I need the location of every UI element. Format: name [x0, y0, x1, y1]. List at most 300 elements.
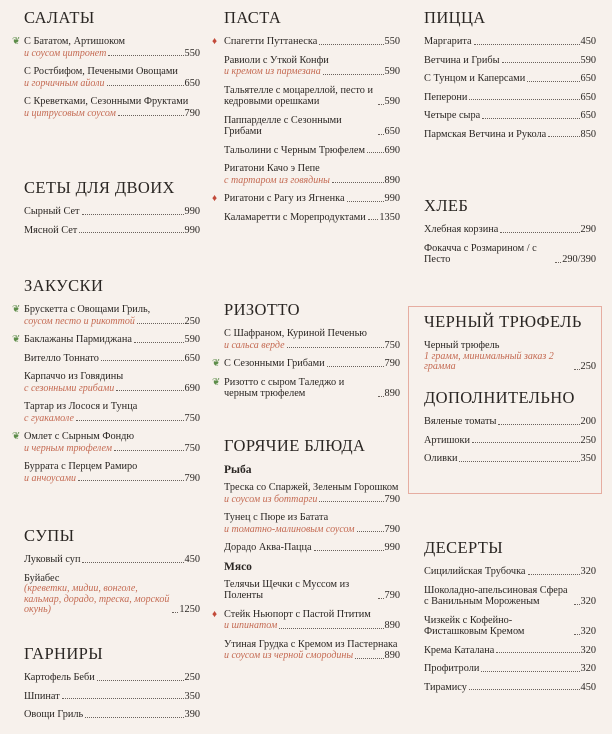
subsection-title: Рыба [224, 464, 252, 476]
menu-item [24, 461, 200, 484]
menu-item-row [24, 96, 200, 108]
dot-leader [555, 262, 561, 263]
menu-item-desc-row [424, 352, 596, 373]
vegetarian-leaf-icon: ❦ [12, 334, 21, 345]
menu-section [410, 312, 596, 380]
section-title: СЕТЫ ДЛЯ ДВОИХ [24, 178, 175, 197]
spicy-chili-icon: ♦ [212, 36, 218, 47]
menu-item [424, 224, 596, 236]
menu-item-name: Карпаччо из Говядины [24, 371, 124, 382]
dot-leader [108, 55, 183, 56]
menu-item-price: 550 [384, 36, 400, 47]
menu-item [424, 566, 596, 578]
dot-leader [279, 628, 383, 629]
menu-item-row [224, 55, 400, 67]
menu-item-price: 390 [184, 709, 200, 720]
menu-item-row [424, 682, 596, 694]
section-title: ГАРНИРЫ [24, 644, 104, 663]
menu-item-name: Хлебная корзина [424, 224, 499, 235]
dot-leader [357, 531, 384, 532]
section-title: ДЕСЕРТЫ [424, 538, 504, 557]
menu-item-row [424, 243, 596, 266]
dot-leader [528, 574, 580, 575]
menu-item [424, 55, 596, 67]
menu-item [24, 225, 200, 237]
dot-leader [78, 480, 184, 481]
menu-item [424, 416, 596, 428]
menu-item-name: Картофель Беби [24, 672, 95, 683]
menu-item [24, 353, 200, 365]
menu-item-row [24, 334, 200, 346]
menu-item-price: 250 [184, 315, 200, 327]
dot-leader [367, 152, 384, 153]
menu-item-name: Оливки [424, 453, 458, 464]
menu-item-price: 350 [184, 690, 200, 702]
dot-leader [574, 369, 580, 370]
menu-item-description: и горчичным айоли [24, 77, 105, 89]
menu-item-row [424, 453, 596, 465]
dot-leader [355, 658, 383, 659]
menu-item-desc-row [224, 66, 400, 78]
menu-item-description: с сезонными грибами [24, 382, 115, 394]
dot-leader [107, 85, 184, 86]
menu-item [24, 401, 200, 424]
menu-item-price: 790 [384, 493, 400, 505]
menu-item-row [24, 206, 200, 218]
vegetarian-leaf-icon: ❦ [212, 376, 221, 388]
menu-item-name: Ригатони Качо э Пепе [224, 163, 320, 174]
section-title: ПАСТА [224, 8, 282, 27]
menu-item-description: с тартаром из говядины [224, 174, 330, 186]
menu-item [224, 639, 400, 662]
menu-item-name: Луковый суп [24, 554, 81, 565]
menu-item-price: 990 [384, 193, 400, 204]
menu-item-description: соусом песто и рикоттой [24, 315, 135, 327]
section-title: ПИЦЦА [424, 8, 486, 27]
menu-item-name: Сицилийская Трубочка [424, 566, 526, 577]
menu-item [24, 691, 200, 703]
menu-item-price: 250 [580, 361, 596, 372]
menu-item-row [424, 340, 596, 352]
menu-item-price: 590 [580, 54, 596, 66]
menu-item [424, 663, 596, 675]
menu-item-description: и сальса верде [224, 339, 285, 351]
menu-item-row [24, 691, 200, 703]
menu-item [24, 709, 200, 721]
menu-item-price: 690 [184, 382, 200, 394]
menu-item-price: 850 [580, 128, 596, 140]
menu-item [424, 453, 596, 465]
menu-item-row [24, 304, 200, 316]
menu-item-name: Спагетти Путтанеска [224, 36, 318, 47]
menu-item-price: 650 [384, 126, 400, 137]
dot-leader [481, 671, 579, 672]
menu-item-name: Телячьи Щечки с Муссом из Поленты [224, 578, 350, 601]
menu-item-price: 550 [184, 47, 200, 59]
menu-item-price: 590 [384, 66, 400, 77]
dot-leader [527, 81, 579, 82]
menu-item [224, 115, 400, 138]
menu-item-row [224, 328, 400, 340]
menu-item-description: и кремом из пармезана [224, 66, 321, 77]
section-title: ГОРЯЧИЕ БЛЮДА [224, 436, 366, 455]
menu-item-row [24, 371, 200, 383]
dot-leader [118, 115, 184, 116]
menu-item [424, 73, 596, 85]
menu-item-description: и черным трюфелем [24, 442, 113, 454]
menu-item-price: 290/390 [562, 254, 596, 265]
menu-item-description: и соусом цитронет [24, 47, 107, 59]
menu-item [224, 163, 400, 186]
menu-item-price: 890 [384, 388, 400, 399]
menu-item [12, 36, 200, 59]
menu-item-name: С Шафраном, Куриной Печенью [224, 328, 367, 339]
menu-item-price: 750 [184, 412, 200, 424]
menu-section [10, 644, 200, 728]
menu-item [424, 615, 596, 638]
dot-leader [472, 442, 579, 443]
menu-item-price: 650 [580, 73, 596, 84]
menu-item-desc-row [224, 650, 400, 662]
menu-item-row [24, 36, 200, 48]
menu-item-price: 350 [580, 453, 596, 464]
menu-item-price: 690 [384, 144, 400, 156]
dot-leader [500, 232, 579, 233]
menu-section [210, 300, 400, 407]
menu-item-row [224, 85, 400, 108]
menu-item-price: 320 [580, 663, 596, 674]
menu-item-row [424, 645, 596, 657]
section-title: РИЗОТТО [224, 300, 300, 319]
menu-item-price: 200 [580, 416, 596, 427]
menu-item-row [424, 129, 596, 141]
menu-item-row [224, 482, 400, 494]
menu-item [12, 304, 200, 327]
menu-item-row [424, 73, 596, 85]
menu-item [24, 96, 200, 119]
menu-item-row [224, 212, 400, 224]
menu-item [424, 585, 596, 608]
menu-item-price: 1350 [379, 211, 400, 223]
menu-item [424, 129, 596, 141]
dot-leader [319, 44, 383, 45]
menu-section [410, 8, 596, 147]
menu-item [24, 554, 200, 566]
menu-item-price: 990 [184, 206, 200, 217]
dot-leader [323, 74, 384, 75]
dot-leader [79, 232, 183, 233]
menu-item-row [224, 145, 400, 157]
menu-item-row [224, 579, 400, 602]
menu-item-price: 320 [580, 596, 596, 607]
dot-leader [319, 501, 383, 502]
menu-item-name: С Ростбифом, Печеными Овощами [24, 66, 178, 77]
menu-item [212, 358, 400, 370]
dot-leader [314, 550, 384, 551]
menu-item [424, 682, 596, 694]
menu-item [24, 206, 200, 218]
menu-section [10, 276, 200, 491]
menu-item [212, 376, 400, 400]
menu-item-row [424, 110, 596, 122]
menu-item-price: 250 [580, 434, 596, 446]
menu-item-name: Брускетта с Овощами Гриль, [24, 304, 151, 315]
section-title: ХЛЕБ [424, 196, 469, 215]
menu-section [210, 8, 400, 230]
dot-leader [498, 424, 579, 425]
dot-leader [82, 214, 184, 215]
menu-item-description: (креветки, мидии, вонголе, кальмар, дорадо, треска, морской окунь) [24, 583, 170, 615]
spicy-chili-icon: ♦ [212, 608, 218, 620]
menu-item-description: и соусом из черной смородины [224, 650, 354, 661]
menu-item-desc-row [224, 175, 400, 187]
menu-item-name: Шпинат [24, 690, 60, 702]
section-title: ЗАКУСКИ [24, 276, 104, 295]
menu-item-name: Чизкейк с Кофейно-Фисташковым Кремом [424, 614, 525, 637]
menu-item-name: Буйабес [24, 572, 60, 584]
menu-item [24, 573, 200, 616]
menu-section [10, 178, 200, 243]
vegetarian-leaf-icon: ❦ [12, 36, 21, 47]
menu-item [424, 110, 596, 122]
dot-leader [114, 450, 183, 451]
menu-item-name: Тирамису [424, 681, 467, 693]
menu-item [224, 579, 400, 602]
menu-item-price: 320 [580, 626, 596, 637]
menu-item-row [224, 115, 400, 138]
dot-leader [287, 347, 384, 348]
menu-item-description: и цитрусовым соусом [24, 107, 116, 119]
menu-item [224, 85, 400, 108]
dot-leader [378, 396, 384, 397]
menu-item-row [24, 461, 200, 473]
menu-item-name: Буррата с Перцем Рамиро [24, 461, 138, 472]
menu-section [10, 526, 200, 623]
menu-item-row [24, 709, 200, 721]
dot-leader [116, 390, 183, 391]
menu-item [224, 542, 400, 554]
menu-item-name: Артишоки [424, 434, 471, 446]
menu-item-name: Треска со Спаржей, Зеленым Горошком [224, 482, 399, 493]
menu-item-price: 750 [184, 442, 200, 454]
dot-leader [574, 604, 580, 605]
menu-item-price: 450 [580, 681, 596, 693]
menu-item-row [24, 672, 200, 684]
menu-item-name: Равиоли с Уткой Конфи [224, 54, 329, 66]
dot-leader [469, 99, 579, 100]
menu-item [424, 340, 596, 373]
menu-item-price: 990 [184, 224, 200, 236]
menu-item-name: Ветчина и Грибы [424, 54, 500, 66]
menu-item [224, 55, 400, 78]
menu-item-desc-row [224, 340, 400, 352]
section-title: ЧЕРНЫЙ ТРЮФЕЛЬ [424, 312, 582, 331]
menu-item-name: Профитроли [424, 663, 480, 674]
menu-item [212, 193, 400, 205]
menu-item [224, 512, 400, 535]
dot-leader [378, 104, 384, 105]
menu-item-price: 790 [384, 523, 400, 535]
dot-leader [97, 680, 184, 681]
menu-item-desc-row [224, 524, 400, 536]
menu-item-name: Мясной Сет [24, 224, 78, 236]
menu-item-name: Омлет с Сырным Фондю [24, 431, 135, 442]
dot-leader [82, 562, 183, 563]
menu-item-row [424, 663, 596, 675]
section-title: САЛАТЫ [24, 8, 95, 27]
menu-item-row [24, 401, 200, 413]
menu-item-row [424, 585, 596, 608]
menu-item [12, 334, 200, 346]
menu-item [24, 371, 200, 394]
menu-item-name: Ризотто с сыром Таледжо и черным трюфелем [224, 376, 345, 399]
menu-item [224, 482, 400, 505]
dot-leader [548, 136, 579, 137]
menu-item-name: Вителло Тоннато [24, 352, 99, 364]
menu-item-name: Стейк Ньюпорт с Пастой Птитим [224, 608, 371, 620]
menu-item-name: Тунец с Пюре из Батата [224, 512, 329, 523]
menu-item-description: 1 грамм, минимальный заказ 2 грамма [424, 350, 554, 372]
menu-item [24, 66, 200, 89]
vegetarian-leaf-icon: ❦ [12, 304, 21, 315]
dot-leader [137, 323, 184, 324]
menu-item [424, 243, 596, 266]
menu-item-desc-row [24, 413, 200, 425]
spicy-chili-icon: ♦ [212, 193, 218, 204]
dot-leader [574, 634, 580, 635]
menu-item-price: 650 [184, 77, 200, 89]
dot-leader [459, 461, 579, 462]
menu-item-name: Дорадо Аква-Пацца [224, 542, 312, 553]
menu-item-row [224, 639, 400, 651]
menu-item-name: Овощи Гриль [24, 709, 84, 720]
menu-item-name: Четыре сыра [424, 110, 481, 121]
dot-leader [378, 598, 384, 599]
menu-item-price: 450 [580, 36, 596, 47]
menu-item-price: 320 [580, 644, 596, 656]
menu-item-price: 750 [384, 339, 400, 351]
menu-item-price: 590 [184, 334, 200, 345]
menu-item-desc-row [24, 584, 200, 616]
dot-leader [327, 366, 384, 367]
menu-item-row [424, 416, 596, 428]
menu-item-name: С Тунцом и Каперсами [424, 73, 526, 84]
menu-item-desc-row [24, 78, 200, 90]
dot-leader [502, 62, 580, 63]
menu-section [410, 196, 596, 273]
menu-item [12, 431, 200, 454]
menu-item-name: Сырный Сет [24, 206, 80, 217]
menu-item-row [424, 615, 596, 638]
menu-item-row [24, 554, 200, 566]
menu-item-row [224, 358, 400, 370]
menu-item [224, 212, 400, 224]
menu-item-description: и томатно-малиновым соусом [224, 523, 355, 535]
menu-item-row [224, 36, 400, 48]
subsection-title: Мясо [224, 560, 252, 573]
menu-section [410, 538, 596, 700]
dot-leader [332, 182, 384, 183]
menu-item-price: 320 [580, 566, 596, 577]
menu-item-row [24, 353, 200, 365]
menu-item-price: 650 [580, 110, 596, 121]
menu-item-row [224, 512, 400, 524]
menu-item-price: 1250 [179, 604, 200, 615]
menu-item-row [224, 542, 400, 554]
menu-item-desc-row [224, 494, 400, 506]
menu-item-row [224, 377, 400, 400]
dot-leader [368, 219, 379, 220]
menu-item-name: С Сезонными Грибами [224, 358, 325, 369]
menu-item-description: и соусом из боттарги [224, 493, 318, 505]
menu-item-price: 790 [384, 358, 400, 369]
menu-item-row [424, 36, 596, 48]
vegetarian-leaf-icon: ❦ [212, 358, 221, 369]
menu-item-name: С Бататом, Артишоком [24, 36, 126, 47]
menu-item [424, 435, 596, 447]
menu-item-price: 890 [384, 174, 400, 186]
dot-leader [474, 44, 580, 45]
menu-item-price: 250 [184, 672, 200, 683]
menu-item-desc-row [24, 48, 200, 60]
menu-item-price: 890 [384, 620, 400, 631]
menu-item-price: 790 [184, 472, 200, 484]
dot-leader [85, 717, 183, 718]
menu-item-desc-row [224, 620, 400, 632]
menu-item [424, 92, 596, 104]
menu-item-desc-row [24, 443, 200, 455]
menu-item-name: Баклажаны Пармиджана [24, 334, 132, 345]
menu-item-desc-row [24, 316, 200, 328]
menu-item-row [424, 566, 596, 578]
menu-item-price: 650 [184, 352, 200, 364]
menu-item [224, 145, 400, 157]
menu-item-name: Ригатони с Рагу из Ягненка [224, 193, 345, 204]
menu-item-name: Каламаретти с Морепродуктами [224, 211, 366, 223]
menu-item-price: 590 [384, 96, 400, 107]
menu-item-name: Крема Каталана [424, 644, 495, 656]
menu-item [212, 36, 400, 48]
menu-section [10, 8, 200, 126]
dot-leader [76, 420, 184, 421]
menu-item-price: 790 [184, 107, 200, 119]
menu-item-description: с гуакамоле [24, 412, 74, 424]
menu-item-row [24, 66, 200, 78]
menu-item-row [24, 225, 200, 237]
menu-item-name: Фокачча с Розмарином / с Песто [424, 242, 537, 265]
menu-item-name: Тартар из Лосося и Тунца [24, 401, 138, 412]
dot-leader [134, 342, 184, 343]
dot-leader [482, 118, 579, 119]
menu-item [424, 645, 596, 657]
menu-item-name: Тальолини с Черным Трюфелем [224, 144, 366, 156]
menu-item-name: Вяленые томаты [424, 416, 497, 427]
menu-item-row [224, 609, 400, 621]
dot-leader [496, 652, 579, 653]
menu-section [210, 436, 400, 669]
menu-item [24, 672, 200, 684]
menu-item-desc-row [24, 383, 200, 395]
menu-item-desc-row [24, 108, 200, 120]
menu-item [212, 608, 400, 632]
menu-item-price: 450 [184, 554, 200, 565]
menu-item-name: Маргарита [424, 36, 472, 47]
menu-item-row [424, 92, 596, 104]
menu-item-price: 790 [384, 590, 400, 601]
menu-item-desc-row [24, 473, 200, 485]
menu-section [410, 388, 596, 472]
menu-item-row [224, 193, 400, 205]
